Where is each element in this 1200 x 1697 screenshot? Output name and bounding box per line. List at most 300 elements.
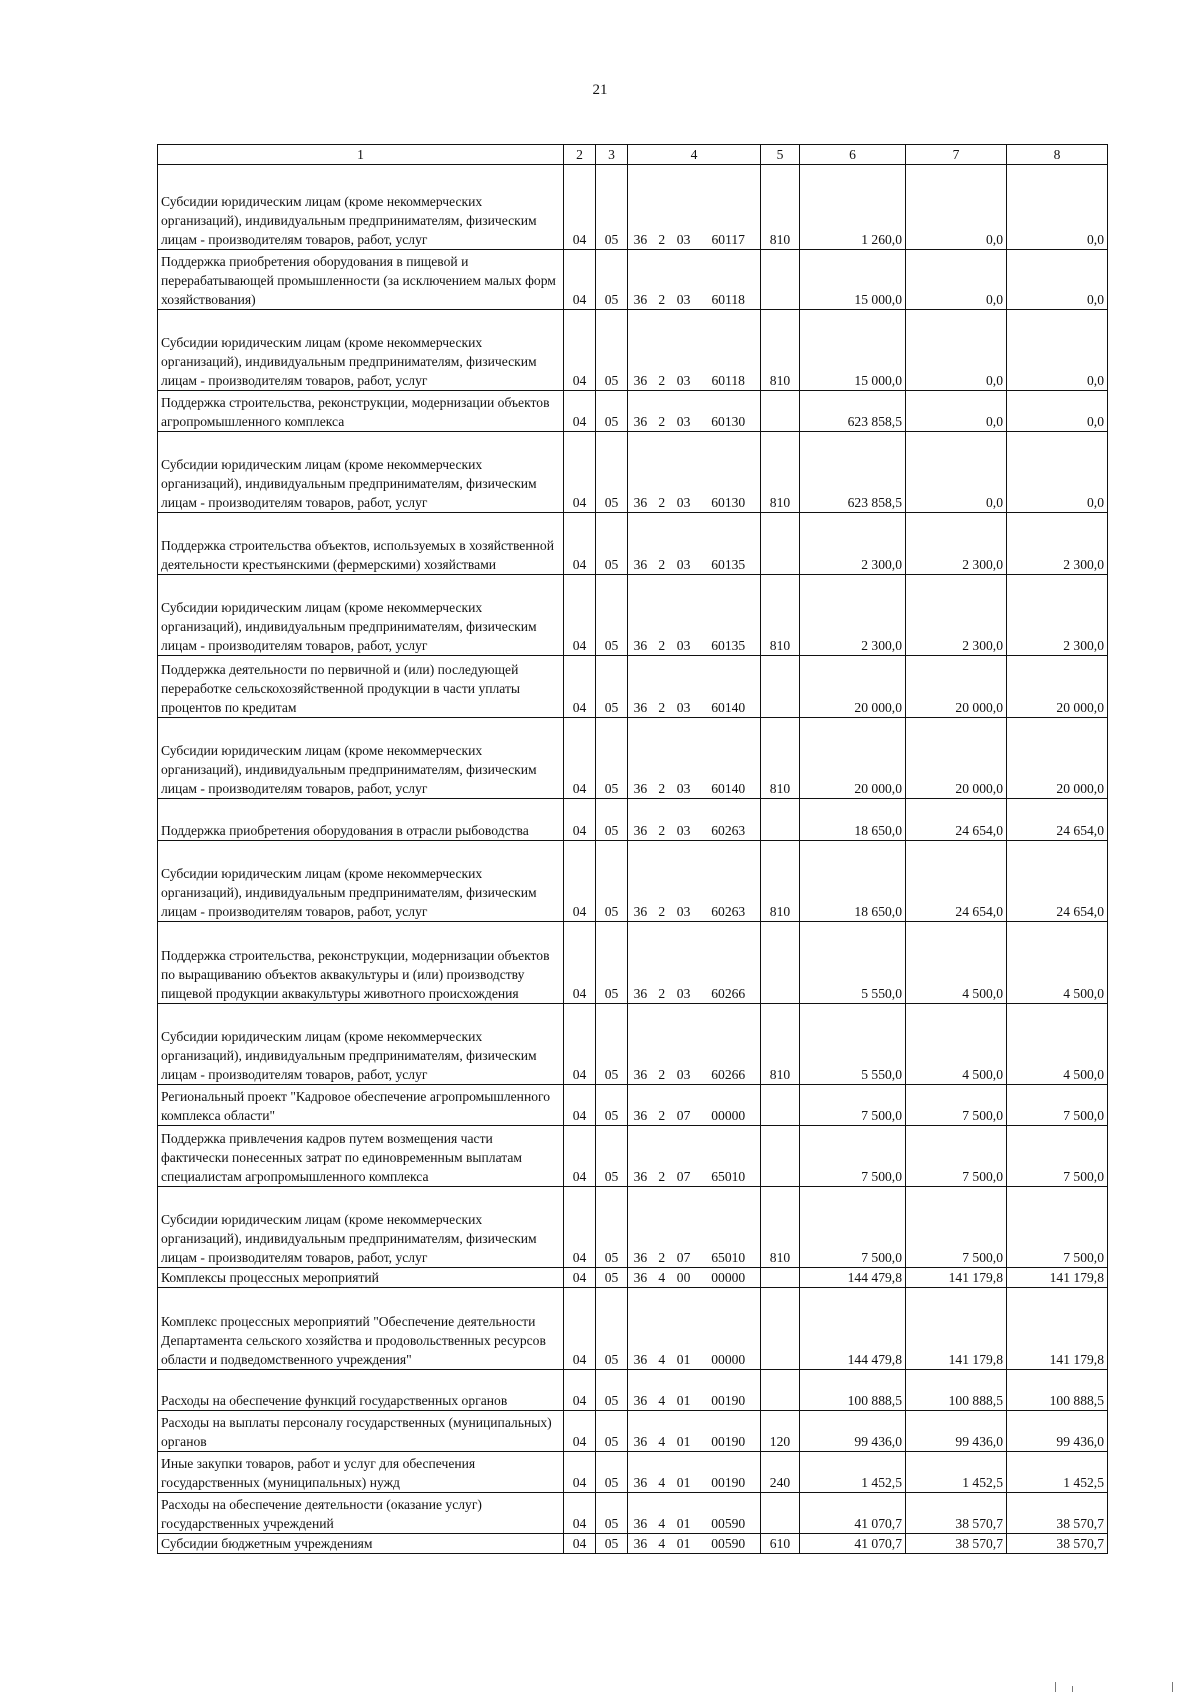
target-article-code — [628, 922, 761, 1004]
section-code: 04 — [564, 513, 596, 575]
expense-type-code: 120 — [761, 1411, 800, 1452]
amount-col-8: 24 654,0 — [1007, 841, 1108, 922]
expense-type-code — [761, 1085, 800, 1126]
expense-type-code — [761, 1126, 800, 1187]
code-part-p1: 36 — [633, 557, 648, 572]
code-part-p1: 36 — [633, 1434, 648, 1449]
expense-type-code: 810 — [761, 310, 800, 391]
target-article-code — [628, 718, 761, 799]
amount-col-8: 7 500,0 — [1007, 1126, 1108, 1187]
budget-table — [157, 144, 1108, 1554]
code-part-p4: 60135 — [711, 557, 746, 572]
code-part-p2: 2 — [658, 1169, 666, 1184]
table-row — [158, 1085, 1108, 1126]
code-part-p2: 4 — [658, 1270, 666, 1285]
expense-type-code — [761, 799, 800, 841]
section-code: 04 — [564, 1126, 596, 1187]
target-article-code — [628, 1452, 761, 1493]
subsection-code: 05 — [596, 575, 628, 656]
code-part-p1: 36 — [633, 1352, 648, 1367]
section-code: 04 — [564, 1085, 596, 1126]
code-part-p3: 03 — [676, 414, 691, 429]
target-article-code — [628, 1187, 761, 1268]
amount-col-6: 18 650,0 — [800, 841, 906, 922]
amount-col-8: 20 000,0 — [1007, 656, 1108, 718]
code-part-p3: 01 — [676, 1393, 691, 1408]
subsection-code: 05 — [596, 799, 628, 841]
expense-type-code: 810 — [761, 718, 800, 799]
code-part-p2: 2 — [658, 495, 666, 510]
code-part-p2: 2 — [658, 1108, 666, 1123]
amount-col-8: 100 888,5 — [1007, 1370, 1108, 1411]
amount-col-8: 141 179,8 — [1007, 1268, 1108, 1288]
amount-col-7: 4 500,0 — [906, 1004, 1007, 1085]
amount-col-7: 99 436,0 — [906, 1411, 1007, 1452]
row-name: Субсидии юридическим лицам (кроме некоммерческих организаций), индивидуальным предпринимателям, физическим лицам - производителям товаров, работ, услуг — [158, 165, 564, 250]
code-part-p1: 36 — [633, 495, 648, 510]
expense-type-code: 810 — [761, 1004, 800, 1085]
section-code: 04 — [564, 799, 596, 841]
code-part-p3: 03 — [676, 904, 691, 919]
amount-col-6: 7 500,0 — [800, 1187, 906, 1268]
subsection-code: 05 — [596, 1288, 628, 1370]
section-code: 04 — [564, 1452, 596, 1493]
amount-col-7: 1 452,5 — [906, 1452, 1007, 1493]
code-part-p4: 60140 — [711, 781, 746, 796]
code-part-p1: 36 — [633, 823, 648, 838]
code-part-p1: 36 — [633, 1250, 648, 1265]
target-article-code — [628, 165, 761, 250]
code-part-p1: 36 — [633, 1393, 648, 1408]
section-code: 04 — [564, 1534, 596, 1554]
code-part-p1: 36 — [633, 1270, 648, 1285]
amount-col-8: 0,0 — [1007, 250, 1108, 310]
amount-col-6: 20 000,0 — [800, 656, 906, 718]
table-row — [158, 1534, 1108, 1554]
section-code: 04 — [564, 310, 596, 391]
amount-col-8: 4 500,0 — [1007, 1004, 1108, 1085]
subsection-code: 05 — [596, 1004, 628, 1085]
code-part-p4: 60118 — [711, 292, 745, 307]
code-part-p4: 65010 — [711, 1250, 746, 1265]
row-name: Субсидии юридическим лицам (кроме некоммерческих организаций), индивидуальным предпринимателям, физическим лицам - производителям товаров, работ, услуг — [158, 1004, 564, 1085]
code-part-p3: 01 — [676, 1434, 691, 1449]
target-article-code — [628, 656, 761, 718]
code-part-p3: 03 — [676, 373, 691, 388]
expense-type-code — [761, 1493, 800, 1534]
row-name: Иные закупки товаров, работ и услуг для обеспечения государственных (муниципальных) нужд — [158, 1452, 564, 1493]
code-part-p2: 2 — [658, 1067, 666, 1082]
code-part-p4: 60263 — [711, 904, 746, 919]
table-row — [158, 1288, 1108, 1370]
table-row — [158, 718, 1108, 799]
subsection-code: 05 — [596, 1534, 628, 1554]
amount-col-7: 0,0 — [906, 432, 1007, 513]
amount-col-7: 38 570,7 — [906, 1534, 1007, 1554]
table-row — [158, 432, 1108, 513]
header-cell: 6 — [800, 145, 906, 165]
amount-col-8: 7 500,0 — [1007, 1187, 1108, 1268]
target-article-code — [628, 575, 761, 656]
code-part-p2: 2 — [658, 781, 666, 796]
amount-col-7: 7 500,0 — [906, 1187, 1007, 1268]
amount-col-8: 38 570,7 — [1007, 1493, 1108, 1534]
subsection-code: 05 — [596, 1187, 628, 1268]
amount-col-6: 15 000,0 — [800, 250, 906, 310]
row-name: Субсидии бюджетным учреждениям — [158, 1534, 564, 1554]
amount-col-7: 38 570,7 — [906, 1493, 1007, 1534]
section-code: 04 — [564, 432, 596, 513]
row-name: Поддержка приобретения оборудования в отрасли рыбоводства — [158, 799, 564, 841]
table-row — [158, 250, 1108, 310]
code-part-p3: 07 — [676, 1169, 691, 1184]
target-article-code — [628, 1493, 761, 1534]
expense-type-code — [761, 513, 800, 575]
table-row — [158, 1493, 1108, 1534]
row-name: Расходы на выплаты персоналу государственных (муниципальных) органов — [158, 1411, 564, 1452]
amount-col-6: 144 479,8 — [800, 1288, 906, 1370]
row-name: Поддержка деятельности по первичной и (или) последующей переработке сельскохозяйственной продукции в части уплаты процентов по кредитам — [158, 656, 564, 718]
code-part-p3: 03 — [676, 557, 691, 572]
amount-col-6: 18 650,0 — [800, 799, 906, 841]
row-name: Расходы на обеспечение функций государственных органов — [158, 1370, 564, 1411]
amount-col-6: 15 000,0 — [800, 310, 906, 391]
code-part-p3: 01 — [676, 1475, 691, 1490]
code-part-p2: 4 — [658, 1434, 666, 1449]
code-part-p3: 03 — [676, 292, 691, 307]
code-part-p3: 03 — [676, 781, 691, 796]
subsection-code: 05 — [596, 391, 628, 432]
amount-col-7: 24 654,0 — [906, 799, 1007, 841]
expense-type-code: 610 — [761, 1534, 800, 1554]
amount-col-8: 0,0 — [1007, 432, 1108, 513]
amount-col-7: 24 654,0 — [906, 841, 1007, 922]
header-row — [158, 145, 1108, 165]
amount-col-8: 7 500,0 — [1007, 1085, 1108, 1126]
table-row — [158, 165, 1108, 250]
code-part-p2: 2 — [658, 986, 666, 1001]
code-part-p2: 2 — [658, 232, 666, 247]
code-part-p3: 07 — [676, 1108, 691, 1123]
code-part-p3: 03 — [676, 700, 691, 715]
section-code: 04 — [564, 841, 596, 922]
target-article-code — [628, 1534, 761, 1554]
code-part-p1: 36 — [633, 232, 648, 247]
table-row — [158, 1268, 1108, 1288]
code-part-p2: 4 — [658, 1393, 666, 1408]
code-part-p4: 60263 — [711, 823, 746, 838]
amount-col-6: 1 260,0 — [800, 165, 906, 250]
target-article-code — [628, 250, 761, 310]
amount-col-8: 1 452,5 — [1007, 1452, 1108, 1493]
section-code: 04 — [564, 1370, 596, 1411]
expense-type-code — [761, 391, 800, 432]
amount-col-7: 2 300,0 — [906, 513, 1007, 575]
amount-col-8: 2 300,0 — [1007, 513, 1108, 575]
code-part-p3: 07 — [676, 1250, 691, 1265]
target-article-code — [628, 513, 761, 575]
code-part-p2: 4 — [658, 1352, 666, 1367]
code-part-p3: 01 — [676, 1352, 691, 1367]
section-code: 04 — [564, 1004, 596, 1085]
amount-col-8: 141 179,8 — [1007, 1288, 1108, 1370]
table-row — [158, 1411, 1108, 1452]
expense-type-code — [761, 922, 800, 1004]
table-row — [158, 841, 1108, 922]
code-part-p2: 2 — [658, 904, 666, 919]
amount-col-7: 100 888,5 — [906, 1370, 1007, 1411]
amount-col-6: 99 436,0 — [800, 1411, 906, 1452]
row-name: Комплекс процессных мероприятий "Обеспечение деятельности Департамента сельского хозяйства и продовольственных ресурсов области и подведомственного учреждения" — [158, 1288, 564, 1370]
table-row — [158, 513, 1108, 575]
section-code: 04 — [564, 718, 596, 799]
code-part-p2: 2 — [658, 1250, 666, 1265]
amount-col-8: 4 500,0 — [1007, 922, 1108, 1004]
table-row — [158, 575, 1108, 656]
header-cell: 8 — [1007, 145, 1108, 165]
expense-type-code: 810 — [761, 841, 800, 922]
code-part-p3: 03 — [676, 986, 691, 1001]
code-part-p4: 60266 — [711, 986, 746, 1001]
amount-col-6: 5 550,0 — [800, 1004, 906, 1085]
code-part-p4: 00590 — [711, 1516, 746, 1531]
amount-col-7: 141 179,8 — [906, 1288, 1007, 1370]
row-name: Субсидии юридическим лицам (кроме некоммерческих организаций), индивидуальным предпринимателям, физическим лицам - производителям товаров, работ, услуг — [158, 1187, 564, 1268]
table-row — [158, 310, 1108, 391]
target-article-code — [628, 432, 761, 513]
subsection-code: 05 — [596, 922, 628, 1004]
code-part-p4: 60266 — [711, 1067, 746, 1082]
amount-col-6: 5 550,0 — [800, 922, 906, 1004]
row-name: Поддержка строительства, реконструкции, модернизации объектов по выращиванию объектов аквакультуры и (или) производству пищевой продукции аквакультуры животного происхождения — [158, 922, 564, 1004]
amount-col-6: 144 479,8 — [800, 1268, 906, 1288]
section-code: 04 — [564, 922, 596, 1004]
table-row — [158, 922, 1108, 1004]
header-cell: 7 — [906, 145, 1007, 165]
amount-col-6: 623 858,5 — [800, 391, 906, 432]
row-name: Поддержка привлечения кадров путем возмещения части фактически понесенных затрат по единовременным выплатам специалистам агропромышленного комплекса — [158, 1126, 564, 1187]
header-cell: 5 — [761, 145, 800, 165]
target-article-code — [628, 1126, 761, 1187]
section-code: 04 — [564, 1411, 596, 1452]
subsection-code: 05 — [596, 1126, 628, 1187]
section-code: 04 — [564, 1493, 596, 1534]
table-row — [158, 1187, 1108, 1268]
table-row — [158, 1126, 1108, 1187]
target-article-code — [628, 841, 761, 922]
code-part-p2: 4 — [658, 1475, 666, 1490]
code-part-p3: 00 — [676, 1270, 691, 1285]
code-part-p1: 36 — [633, 373, 648, 388]
section-code: 04 — [564, 165, 596, 250]
code-part-p2: 4 — [658, 1516, 666, 1531]
code-part-p2: 2 — [658, 638, 666, 653]
amount-col-7: 2 300,0 — [906, 575, 1007, 656]
amount-col-8: 2 300,0 — [1007, 575, 1108, 656]
subsection-code: 05 — [596, 165, 628, 250]
code-part-p1: 36 — [633, 1108, 648, 1123]
table-row — [158, 799, 1108, 841]
subsection-code: 05 — [596, 432, 628, 513]
expense-type-code: 810 — [761, 165, 800, 250]
code-part-p4: 65010 — [711, 1169, 746, 1184]
section-code: 04 — [564, 391, 596, 432]
code-part-p2: 2 — [658, 823, 666, 838]
row-name: Субсидии юридическим лицам (кроме некоммерческих организаций), индивидуальным предпринимателям, физическим лицам - производителям товаров, работ, услуг — [158, 310, 564, 391]
table-row — [158, 391, 1108, 432]
target-article-code — [628, 1085, 761, 1126]
amount-col-6: 2 300,0 — [800, 575, 906, 656]
amount-col-6: 100 888,5 — [800, 1370, 906, 1411]
amount-col-7: 20 000,0 — [906, 656, 1007, 718]
section-code: 04 — [564, 575, 596, 656]
code-part-p4: 60140 — [711, 700, 746, 715]
subsection-code: 05 — [596, 1411, 628, 1452]
header-cell: 2 — [564, 145, 596, 165]
row-name: Поддержка строительства, реконструкции, модернизации объектов агропромышленного комплекса — [158, 391, 564, 432]
code-part-p1: 36 — [633, 781, 648, 796]
amount-col-7: 7 500,0 — [906, 1085, 1007, 1126]
code-part-p3: 03 — [676, 638, 691, 653]
subsection-code: 05 — [596, 718, 628, 799]
target-article-code — [628, 1411, 761, 1452]
amount-col-7: 0,0 — [906, 250, 1007, 310]
code-part-p1: 36 — [633, 1169, 648, 1184]
row-name: Поддержка строительства объектов, используемых в хозяйственной деятельности крестьянскими (фермерскими) хозяйствами — [158, 513, 564, 575]
scan-artifact — [1055, 1682, 1056, 1692]
code-part-p4: 00000 — [711, 1352, 746, 1367]
subsection-code: 05 — [596, 1493, 628, 1534]
amount-col-6: 623 858,5 — [800, 432, 906, 513]
expense-type-code — [761, 250, 800, 310]
code-part-p4: 60130 — [711, 495, 746, 510]
row-name: Комплексы процессных мероприятий — [158, 1268, 564, 1288]
code-part-p2: 2 — [658, 700, 666, 715]
code-part-p3: 03 — [676, 232, 691, 247]
code-part-p4: 00000 — [711, 1108, 746, 1123]
amount-col-7: 4 500,0 — [906, 922, 1007, 1004]
expense-type-code — [761, 1288, 800, 1370]
amount-col-8: 38 570,7 — [1007, 1534, 1108, 1554]
amount-col-8: 0,0 — [1007, 165, 1108, 250]
expense-type-code: 810 — [761, 432, 800, 513]
code-part-p3: 03 — [676, 823, 691, 838]
expense-type-code — [761, 1370, 800, 1411]
section-code: 04 — [564, 1268, 596, 1288]
target-article-code — [628, 310, 761, 391]
code-part-p1: 36 — [633, 414, 648, 429]
scan-artifact — [1072, 1686, 1073, 1692]
amount-col-6: 41 070,7 — [800, 1493, 906, 1534]
expense-type-code: 810 — [761, 1187, 800, 1268]
amount-col-6: 20 000,0 — [800, 718, 906, 799]
subsection-code: 05 — [596, 841, 628, 922]
expense-type-code: 240 — [761, 1452, 800, 1493]
code-part-p2: 2 — [658, 414, 666, 429]
table-row — [158, 1004, 1108, 1085]
code-part-p4: 60117 — [711, 232, 745, 247]
code-part-p2: 4 — [658, 1536, 666, 1551]
section-code: 04 — [564, 656, 596, 718]
table-row — [158, 1370, 1108, 1411]
target-article-code — [628, 391, 761, 432]
amount-col-8: 0,0 — [1007, 391, 1108, 432]
code-part-p1: 36 — [633, 292, 648, 307]
code-part-p4: 00000 — [711, 1270, 746, 1285]
amount-col-7: 0,0 — [906, 165, 1007, 250]
scan-artifact — [1172, 1682, 1173, 1692]
row-name: Поддержка приобретения оборудования в пищевой и перерабатывающей промышленности (за исключением малых форм хозяйствования) — [158, 250, 564, 310]
code-part-p2: 2 — [658, 373, 666, 388]
amount-col-7: 141 179,8 — [906, 1268, 1007, 1288]
target-article-code — [628, 1004, 761, 1085]
subsection-code: 05 — [596, 1452, 628, 1493]
expense-type-code: 810 — [761, 575, 800, 656]
code-part-p2: 2 — [658, 557, 666, 572]
code-part-p1: 36 — [633, 1516, 648, 1531]
code-part-p1: 36 — [633, 1067, 648, 1082]
code-part-p3: 01 — [676, 1536, 691, 1551]
code-part-p2: 2 — [658, 292, 666, 307]
subsection-code: 05 — [596, 1268, 628, 1288]
code-part-p1: 36 — [633, 1475, 648, 1490]
row-name: Субсидии юридическим лицам (кроме некоммерческих организаций), индивидуальным предпринимателям, физическим лицам - производителям товаров, работ, услуг — [158, 718, 564, 799]
row-name: Субсидии юридическим лицам (кроме некоммерческих организаций), индивидуальным предпринимателям, физическим лицам - производителям товаров, работ, услуг — [158, 841, 564, 922]
amount-col-6: 41 070,7 — [800, 1534, 906, 1554]
amount-col-6: 7 500,0 — [800, 1085, 906, 1126]
amount-col-7: 0,0 — [906, 310, 1007, 391]
code-part-p1: 36 — [633, 638, 648, 653]
subsection-code: 05 — [596, 1085, 628, 1126]
code-part-p1: 36 — [633, 986, 648, 1001]
code-part-p4: 60130 — [711, 414, 746, 429]
amount-col-6: 2 300,0 — [800, 513, 906, 575]
subsection-code: 05 — [596, 1370, 628, 1411]
target-article-code — [628, 1370, 761, 1411]
row-name: Субсидии юридическим лицам (кроме некоммерческих организаций), индивидуальным предпринимателям, физическим лицам - производителям товаров, работ, услуг — [158, 432, 564, 513]
target-article-code — [628, 1268, 761, 1288]
amount-col-7: 0,0 — [906, 391, 1007, 432]
amount-col-8: 20 000,0 — [1007, 718, 1108, 799]
row-name: Расходы на обеспечение деятельности (оказание услуг) государственных учреждений — [158, 1493, 564, 1534]
code-part-p4: 00190 — [711, 1434, 746, 1449]
header-cell: 4 — [628, 145, 761, 165]
code-part-p4: 00190 — [711, 1393, 746, 1408]
amount-col-7: 20 000,0 — [906, 718, 1007, 799]
code-part-p3: 01 — [676, 1516, 691, 1531]
row-name: Региональный проект "Кадровое обеспечение агропромышленного комплекса области" — [158, 1085, 564, 1126]
amount-col-8: 99 436,0 — [1007, 1411, 1108, 1452]
code-part-p1: 36 — [633, 1536, 648, 1551]
amount-col-6: 1 452,5 — [800, 1452, 906, 1493]
amount-col-6: 7 500,0 — [800, 1126, 906, 1187]
code-part-p1: 36 — [633, 904, 648, 919]
subsection-code: 05 — [596, 513, 628, 575]
subsection-code: 05 — [596, 656, 628, 718]
table-row — [158, 1452, 1108, 1493]
section-code: 04 — [564, 250, 596, 310]
page-number: 21 — [592, 82, 608, 98]
expense-type-code — [761, 1268, 800, 1288]
row-name: Субсидии юридическим лицам (кроме некоммерческих организаций), индивидуальным предпринимателям, физическим лицам - производителям товаров, работ, услуг — [158, 575, 564, 656]
code-part-p4: 00190 — [711, 1475, 746, 1490]
code-part-p4: 00590 — [711, 1536, 746, 1551]
target-article-code — [628, 1288, 761, 1370]
section-code: 04 — [564, 1187, 596, 1268]
header-cell: 3 — [596, 145, 628, 165]
expense-type-code — [761, 656, 800, 718]
section-code: 04 — [564, 1288, 596, 1370]
